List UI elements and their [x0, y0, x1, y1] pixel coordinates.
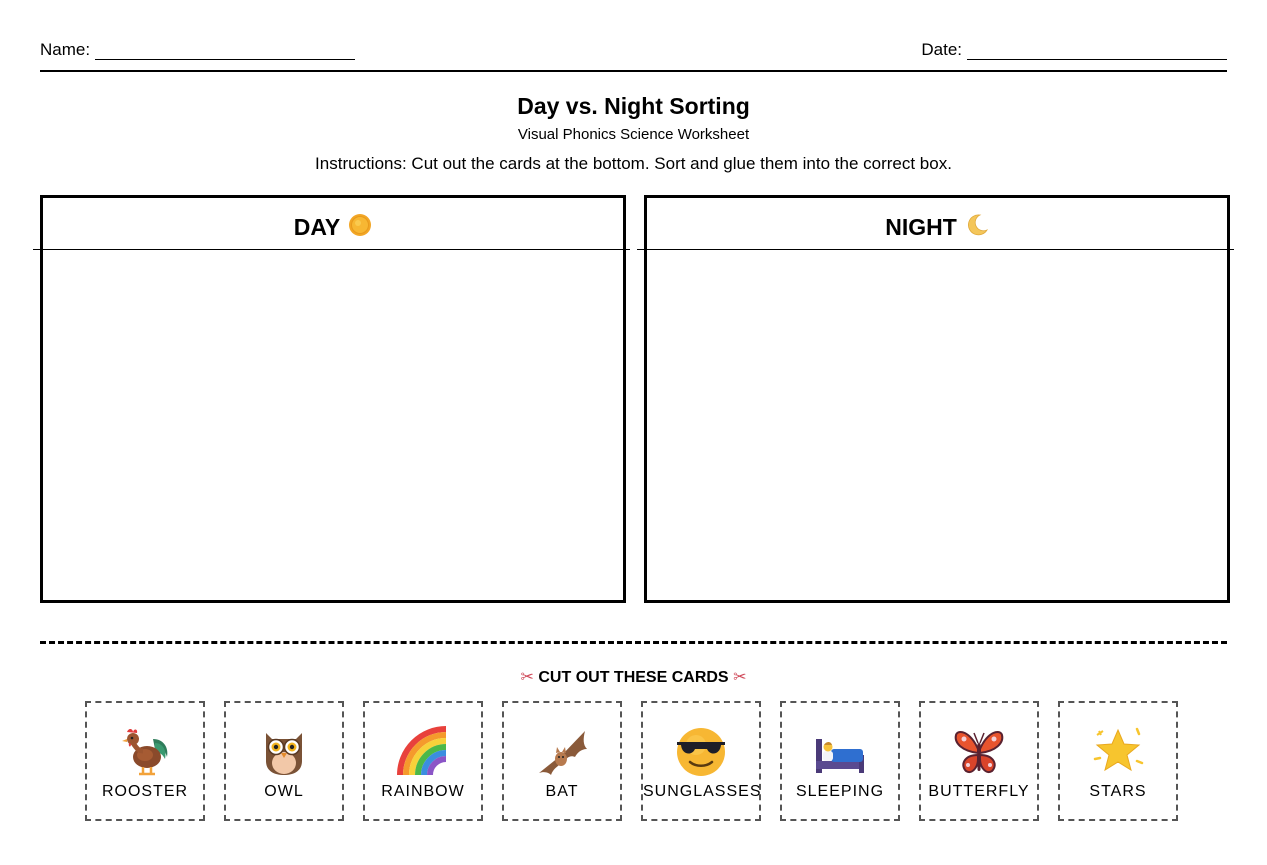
- card-butterfly[interactable]: [919, 701, 1039, 821]
- card-label: STARS: [1089, 783, 1147, 800]
- rooster-icon: [87, 723, 203, 779]
- night-box-label: NIGHT: [885, 214, 957, 240]
- header-row: [40, 40, 1227, 60]
- card-label: BUTTERFLY: [928, 783, 1030, 800]
- scissors-icon: ✂: [520, 669, 534, 686]
- day-box-header: [43, 198, 623, 253]
- bed-icon: [782, 723, 898, 779]
- day-box-label: DAY: [293, 214, 341, 240]
- day-sort-box: [40, 195, 626, 603]
- night-sort-box: [644, 195, 1230, 603]
- night-box-header: [647, 198, 1227, 253]
- date-field: [921, 40, 1227, 60]
- sunglasses-face-icon: [643, 723, 759, 779]
- owl-icon: [226, 723, 342, 779]
- instructions: Instructions: Cut out the cards at the bottom. Sort and glue them into the correct box.: [315, 154, 952, 173]
- name-blank-line: [95, 42, 355, 60]
- date-label: Date:: [921, 40, 962, 59]
- card-rooster[interactable]: [85, 701, 205, 821]
- card-label: ROOSTER: [101, 783, 189, 800]
- card-sleeping[interactable]: [780, 701, 900, 821]
- name-field: [40, 40, 355, 60]
- card-label: SUNGLASSES: [643, 783, 762, 800]
- day-box-divider: [33, 249, 630, 250]
- night-box-divider: [637, 249, 1234, 250]
- card-owl[interactable]: [224, 701, 344, 821]
- scissors-icon: ✂: [733, 669, 747, 686]
- date-blank-line: [967, 42, 1227, 60]
- star-icon: [1060, 723, 1176, 779]
- bat-icon: [504, 723, 620, 779]
- rainbow-icon: [365, 723, 481, 779]
- card-bat[interactable]: [502, 701, 622, 821]
- card-label: BAT: [545, 783, 579, 800]
- worksheet-subtitle: Visual Phonics Science Worksheet: [517, 126, 750, 143]
- card-rainbow[interactable]: [363, 701, 483, 821]
- card-stars[interactable]: [1058, 701, 1178, 821]
- card-label: OWL: [264, 783, 304, 800]
- worksheet-title: Day vs. Night Sorting: [517, 93, 750, 119]
- header-divider: [40, 70, 1227, 72]
- cut-line: [40, 641, 1227, 644]
- card-label: RAINBOW: [381, 783, 465, 800]
- card-row: [85, 701, 1185, 825]
- name-label: Name:: [40, 40, 91, 59]
- butterfly-icon: [921, 723, 1037, 779]
- card-sunglasses[interactable]: [641, 701, 761, 821]
- cut-label: [0, 667, 1267, 687]
- card-label: SLEEPING: [795, 783, 885, 800]
- cut-label-text: CUT OUT THESE CARDS: [538, 669, 729, 686]
